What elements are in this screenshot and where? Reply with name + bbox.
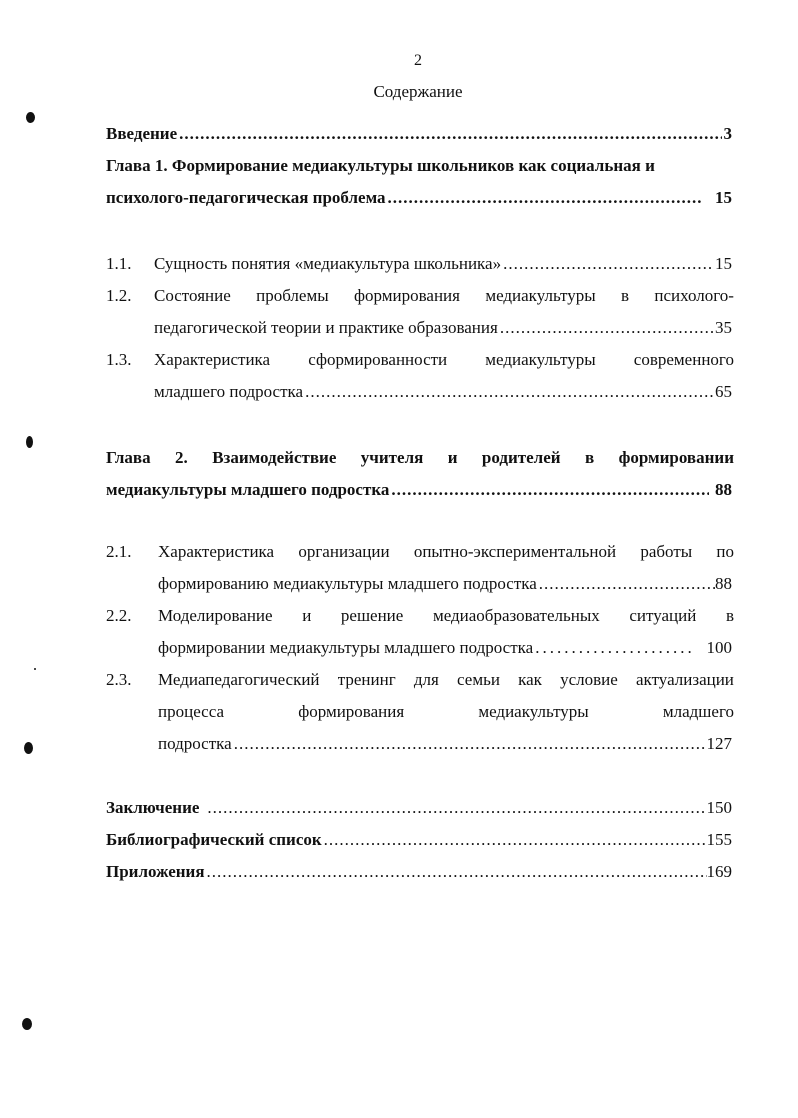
toc-entry-label: педагогической теории и практике образования xyxy=(154,318,498,337)
toc-entry-label: Сущность понятия «медиакультура школьника» xyxy=(154,254,502,273)
word: Характеристика xyxy=(158,542,275,561)
toc-entry-page: 3 xyxy=(723,124,732,143)
leader-dots xyxy=(391,480,709,500)
section-number: 1.1. xyxy=(106,254,132,273)
leader-dots xyxy=(207,862,707,882)
word: в xyxy=(725,606,734,625)
chapter1-title-line2 xyxy=(106,188,732,208)
word: Глава xyxy=(106,448,151,467)
scan-speck xyxy=(24,742,33,754)
word: медиакультуры xyxy=(478,702,589,721)
leader-dots xyxy=(207,798,706,818)
section-2-1-line1 xyxy=(158,542,734,562)
leader-dots xyxy=(500,318,713,338)
toc-entry-appendix xyxy=(106,862,732,882)
word: процесса xyxy=(158,702,225,721)
section-2-2-line1 xyxy=(158,606,734,626)
section-2-2-line2 xyxy=(158,638,732,658)
word: младшего xyxy=(662,702,734,721)
toc-entry-page: 88 xyxy=(715,574,732,593)
word: в xyxy=(584,448,595,467)
word: медиакультуры xyxy=(485,286,596,305)
word: и xyxy=(447,448,458,467)
toc-entry-conclusion xyxy=(106,798,732,818)
section-number: 2.1. xyxy=(106,542,132,561)
leader-dots xyxy=(234,734,707,754)
word: учителя xyxy=(360,448,424,467)
scan-speck xyxy=(34,668,36,670)
section-1-3-line1 xyxy=(154,350,734,370)
section-2-3-line2 xyxy=(158,702,734,722)
word: медиакультуры xyxy=(485,350,596,369)
leader-dots xyxy=(305,382,713,402)
toc-entry-page: 127 xyxy=(706,734,732,753)
word: формирования xyxy=(353,286,460,305)
section-2-3-line1 xyxy=(158,670,734,690)
toc-entry-label: Библиографический список xyxy=(106,830,322,849)
word: Моделирование xyxy=(158,606,273,625)
scan-speck xyxy=(26,112,35,123)
section-number: 1.3. xyxy=(106,350,132,369)
leader-dots xyxy=(388,188,701,208)
scan-speck xyxy=(22,1018,32,1030)
leader-dots xyxy=(539,574,715,594)
word: как xyxy=(518,670,542,689)
chapter2-title-line2 xyxy=(106,480,732,500)
toc-entry-label: формировании медиакультуры младшего подростка xyxy=(158,638,534,657)
leader-dots xyxy=(179,124,721,144)
word: сформированности xyxy=(308,350,448,369)
leader-dots xyxy=(535,638,690,658)
toc-entry-page: 155 xyxy=(706,830,732,849)
word: работы xyxy=(640,542,693,561)
word: тренинг xyxy=(337,670,396,689)
toc-entry-page: 15 xyxy=(715,254,732,273)
section-number: 2.2. xyxy=(106,606,132,625)
scan-speck xyxy=(26,436,33,448)
word: формирования xyxy=(298,702,405,721)
chapter1-title-line1: Глава 1. Формирование медиакультуры школьников как социальная и xyxy=(106,156,655,175)
word: для xyxy=(413,670,439,689)
word: семьи xyxy=(457,670,500,689)
toc-entry-page: 100 xyxy=(706,638,732,657)
toc-entry-page: 88 xyxy=(715,480,732,499)
word: опытно-экспериментальной xyxy=(413,542,617,561)
toc-entry-page: 65 xyxy=(715,382,732,401)
word: Состояние xyxy=(154,286,231,305)
section-2-3-line3 xyxy=(158,734,732,754)
word: в xyxy=(621,286,630,305)
toc-entry-label: младшего подростка xyxy=(154,382,304,401)
toc-entry-page: 35 xyxy=(715,318,732,337)
word: ситуаций xyxy=(629,606,697,625)
toc-entry-label: медиакультуры младшего подростка xyxy=(106,480,390,499)
word: решение xyxy=(340,606,404,625)
toc-entry-page: 169 xyxy=(706,862,732,881)
section-1-2-line1 xyxy=(154,286,734,306)
toc-entry-label: Приложения xyxy=(106,862,205,881)
word: Характеристика xyxy=(154,350,271,369)
word: медиаобразовательных xyxy=(432,606,600,625)
word: Медиапедагогический xyxy=(158,670,320,689)
word: формировании xyxy=(618,448,734,467)
toc-entry-bibliography xyxy=(106,830,732,850)
section-1-1 xyxy=(154,254,732,274)
toc-entry-intro xyxy=(106,124,732,144)
section-2-1-line2 xyxy=(158,574,732,594)
word: современного xyxy=(633,350,734,369)
word: психолого- xyxy=(654,286,734,305)
word: организации xyxy=(298,542,390,561)
section-1-3-line2 xyxy=(154,382,732,402)
word: условие xyxy=(560,670,618,689)
chapter2-title-line1 xyxy=(106,448,734,468)
toc-entry-page: 15 xyxy=(715,188,732,207)
leader-dots xyxy=(503,254,713,274)
section-number: 1.2. xyxy=(106,286,132,305)
leader-dots xyxy=(324,830,707,850)
word: 2. xyxy=(175,448,188,467)
toc-entry-label: Введение xyxy=(106,124,178,143)
word: актуализации xyxy=(636,670,734,689)
toc-entry-label: Заключение xyxy=(106,798,200,817)
toc-entry-label: психолого-педагогическая проблема xyxy=(106,188,386,207)
toc-entry-label: подростка xyxy=(158,734,232,753)
section-number: 2.3. xyxy=(106,670,132,689)
toc-entry-label: формированию медиакультуры младшего подростка xyxy=(158,574,537,593)
page-number: 2 xyxy=(414,52,422,69)
word: по xyxy=(716,542,734,561)
toc-title: Содержание xyxy=(373,82,463,101)
word: и xyxy=(302,606,312,625)
section-1-2-line2 xyxy=(154,318,732,338)
word: Взаимодействие xyxy=(212,448,337,467)
toc-entry-page: 150 xyxy=(706,798,732,817)
word: проблемы xyxy=(256,286,329,305)
word: родителей xyxy=(481,448,561,467)
